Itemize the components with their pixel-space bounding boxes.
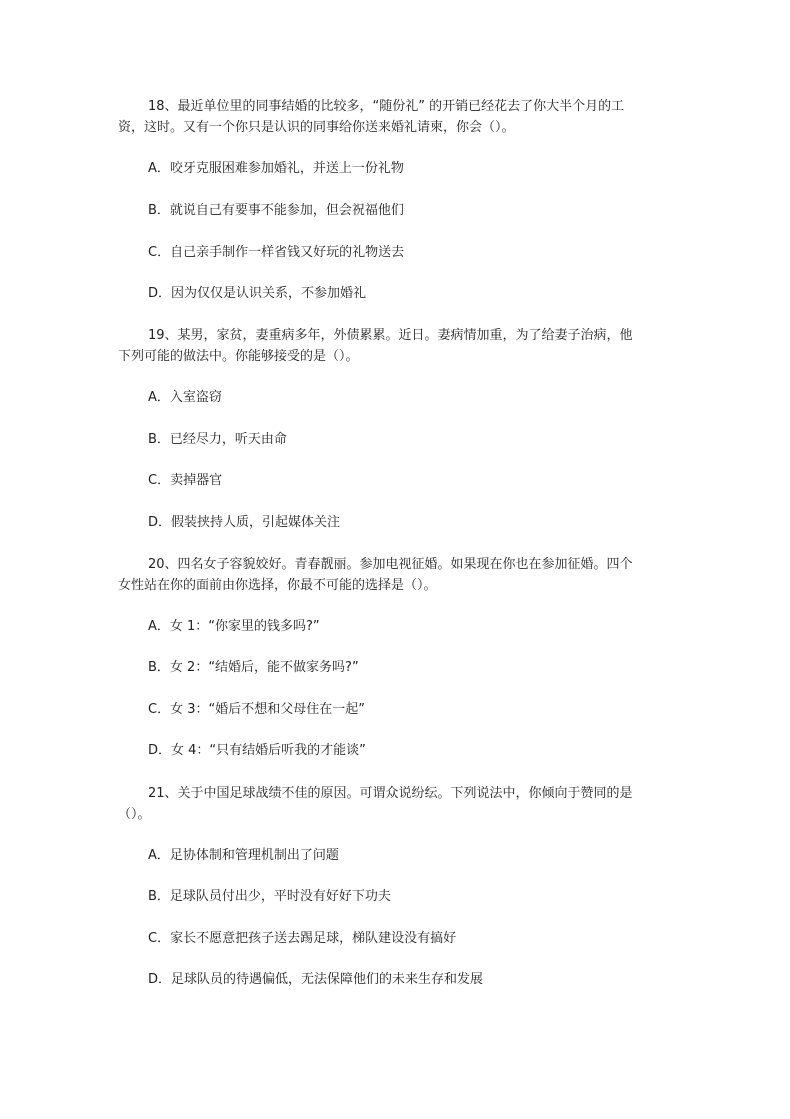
question-text-line2: 资，这时。又有一个你只是认识的同事给你送来婚礼请柬，你会（）。 (118, 120, 515, 135)
question-text-line1: 19、某男，家贫，妻重病多年，外债累累。近日。妻病情加重，为了给妻子治病，他 (148, 328, 633, 343)
option-18-d: D．因为仅仅是认识关系，不参加婚礼 (148, 286, 367, 301)
option-20-a: A．女 1：“你家里的钱多吗?” (148, 619, 320, 634)
option-18-c: C．自己亲手制作一样省钱又好玩的礼物送去 (148, 245, 405, 260)
option-21-a: A．足协体制和管理机制出了问题 (148, 848, 339, 863)
question-18 (118, 96, 670, 138)
option-20-b: B．女 2：“结婚后，能不做家务吗?” (148, 660, 359, 675)
option-19-d: D．假装挟持人质，引起媒体关注 (148, 515, 341, 530)
question-21 (118, 783, 670, 825)
question-text-line1: 20、四名女子容貌姣好。青春靓丽。参加电视征婚。如果现在你也在参加征婚。四个 (148, 557, 633, 572)
question-text-line1: 21、关于中国足球战绩不佳的原因。可谓众说纷纭。下列说法中，你倾向于赞同的是 (148, 786, 633, 801)
option-21-c: C．家长不愿意把孩子送去踢足球，梯队建设没有搞好 (148, 931, 457, 946)
question-text-line2: （）。 (118, 807, 151, 822)
option-18-b: B．就说自己有要事不能参加，但会祝福他们 (148, 203, 404, 218)
question-text-line2: 下列可能的做法中。你能够接受的是（）。 (118, 349, 359, 364)
question-19 (118, 325, 670, 367)
option-19-a: A．入室盗窃 (148, 390, 222, 405)
option-20-d: D．女 4：“只有结婚后听我的才能谈” (148, 743, 366, 758)
option-20-c: C．女 3：“婚后不想和父母住在一起” (148, 702, 365, 717)
option-19-b: B．已经尽力，听天由命 (148, 432, 287, 447)
option-19-c: C．卖掉器官 (148, 473, 223, 488)
question-text-line1: 18、最近单位里的同事结婚的比较多，“随份礼” 的开销已经花去了你大半个月的工 (148, 99, 625, 114)
question-20 (118, 554, 670, 596)
option-21-b: B．足球队员付出少，平时没有好好下功夫 (148, 889, 391, 904)
option-18-a: A．咬牙克服困难参加婚礼，并送上一份礼物 (148, 161, 404, 176)
option-21-d: D．足球队员的待遇偏低，无法保障他们的未来生存和发展 (148, 972, 484, 987)
question-text-line2: 女性站在你的面前由你选择，你最不可能的选择是（）。 (118, 578, 437, 593)
